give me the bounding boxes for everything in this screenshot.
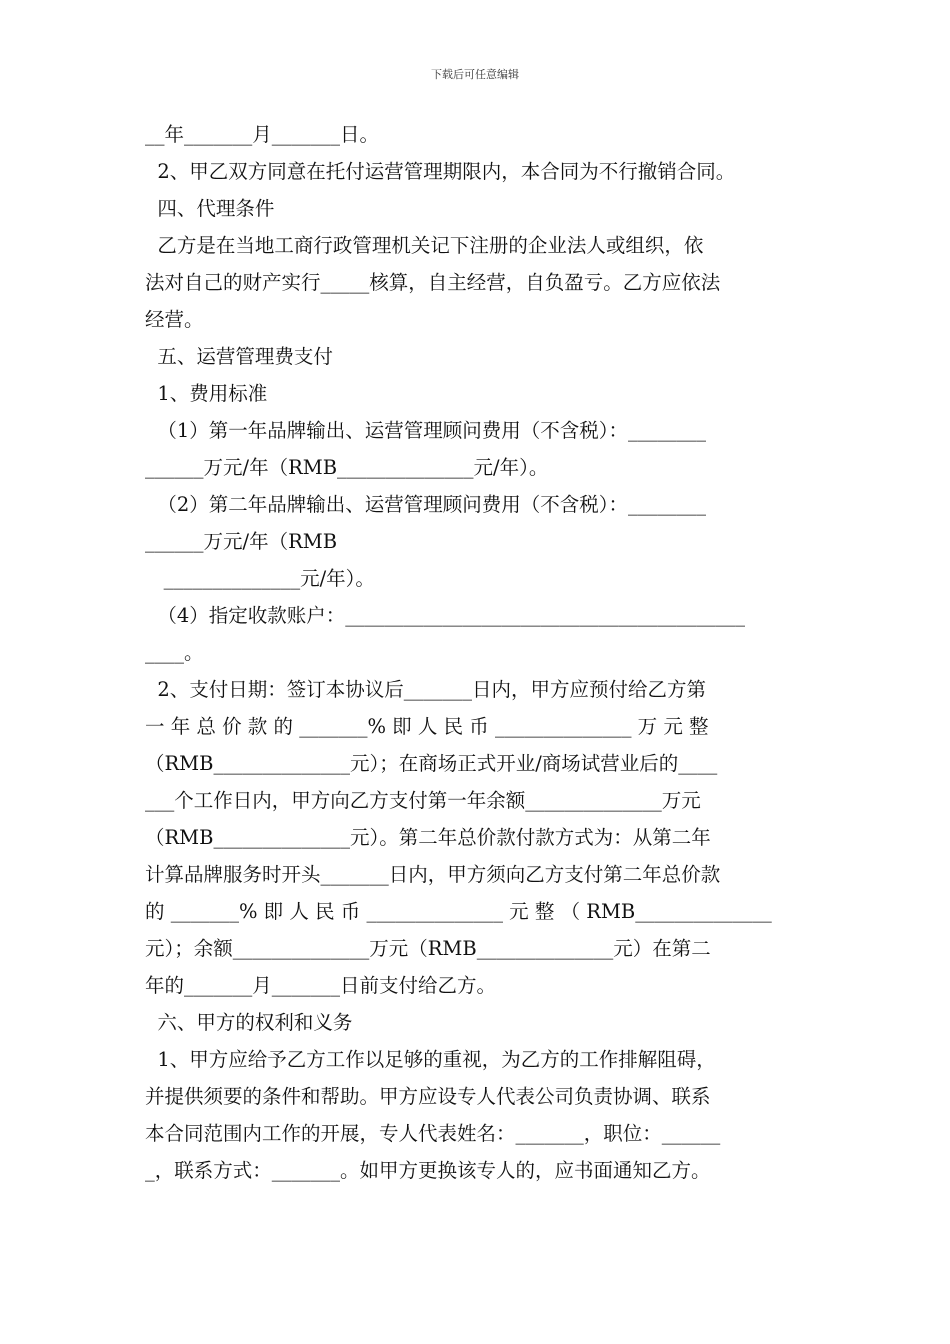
section-heading: 六、甲方的权利和义务 [145,1011,353,1034]
contract-body [145,116,809,1189]
text-line: 并提供须要的条件和帮助。甲方应设专人代表公司负责协调、联系 [145,1085,711,1108]
text-line: 法对自己的财产实行_____核算，自主经营，自负盈亏。乙方应依法 [145,271,721,294]
page-header-note: 下载后可任意编辑 [431,68,519,81]
text-line: 乙方是在当地工商行政管理机关记下注册的企业法人或组织，依 [145,234,704,257]
section-heading: 四、代理条件 [145,197,275,220]
text-line: ______万元/年（RMB [145,530,338,553]
text-line: _，联系方式：_______。如甲方更换该专人的，应书面通知乙方。 [145,1159,711,1182]
text-line: 本合同范围内工作的开展，专人代表姓名：_______，职位：______ [145,1122,721,1145]
text-line: ______万元/年（RMB______________元/年）。 [145,456,549,479]
text-line: ______________元/年）。 [145,567,375,590]
text-line: 的 _______% 即 人 民 币 ______________ 元 整 （ RMB______________ [145,900,772,923]
section-heading: 五、运营管理费支付 [145,345,333,368]
text-line: 经营。 [145,308,204,331]
text-line: （4）指定收款账户：_________________________________________ [145,604,746,627]
text-line: 2、甲乙双方同意在托付运营管理期限内，本合同为不行撤销合同。 [145,160,736,183]
text-line: 2、支付日期：签订本协议后_______日内，甲方应预付给乙方第 [145,678,707,701]
text-line: 年的_______月_______日前支付给乙方。 [145,974,497,997]
text-line: __年_______月_______日。 [145,123,380,146]
text-line: 1、费用标准 [145,382,268,405]
text-line: ___个工作日内，甲方向乙方支付第一年余额______________万元 [145,789,701,812]
text-line: 计算品牌服务时开头_______日内，甲方须向乙方支付第二年总价款 [145,863,721,886]
text-line: 元）；余额______________万元（RMB______________元）在第二 [145,937,711,960]
text-line: ____。 [145,641,204,664]
text-line: （RMB______________元）；在商场正式开业/商场试营业后的____ [145,752,718,775]
text-line: 一 年 总 价 款 的 _______% 即 人 民 币 ______________ 万 元 整 [145,715,709,738]
text-line: （1）第一年品牌输出、运营管理顾问费用（不含税）：________ [145,419,707,442]
text-line: （2）第二年品牌输出、运营管理顾问费用（不含税）：________ [145,493,707,516]
text-line: 1、甲方应给予乙方工作以足够的重视，为乙方的工作排解阻碍， [145,1048,716,1071]
text-line: （RMB______________元）。第二年总价款付款方式为：从第二年 [145,826,711,849]
